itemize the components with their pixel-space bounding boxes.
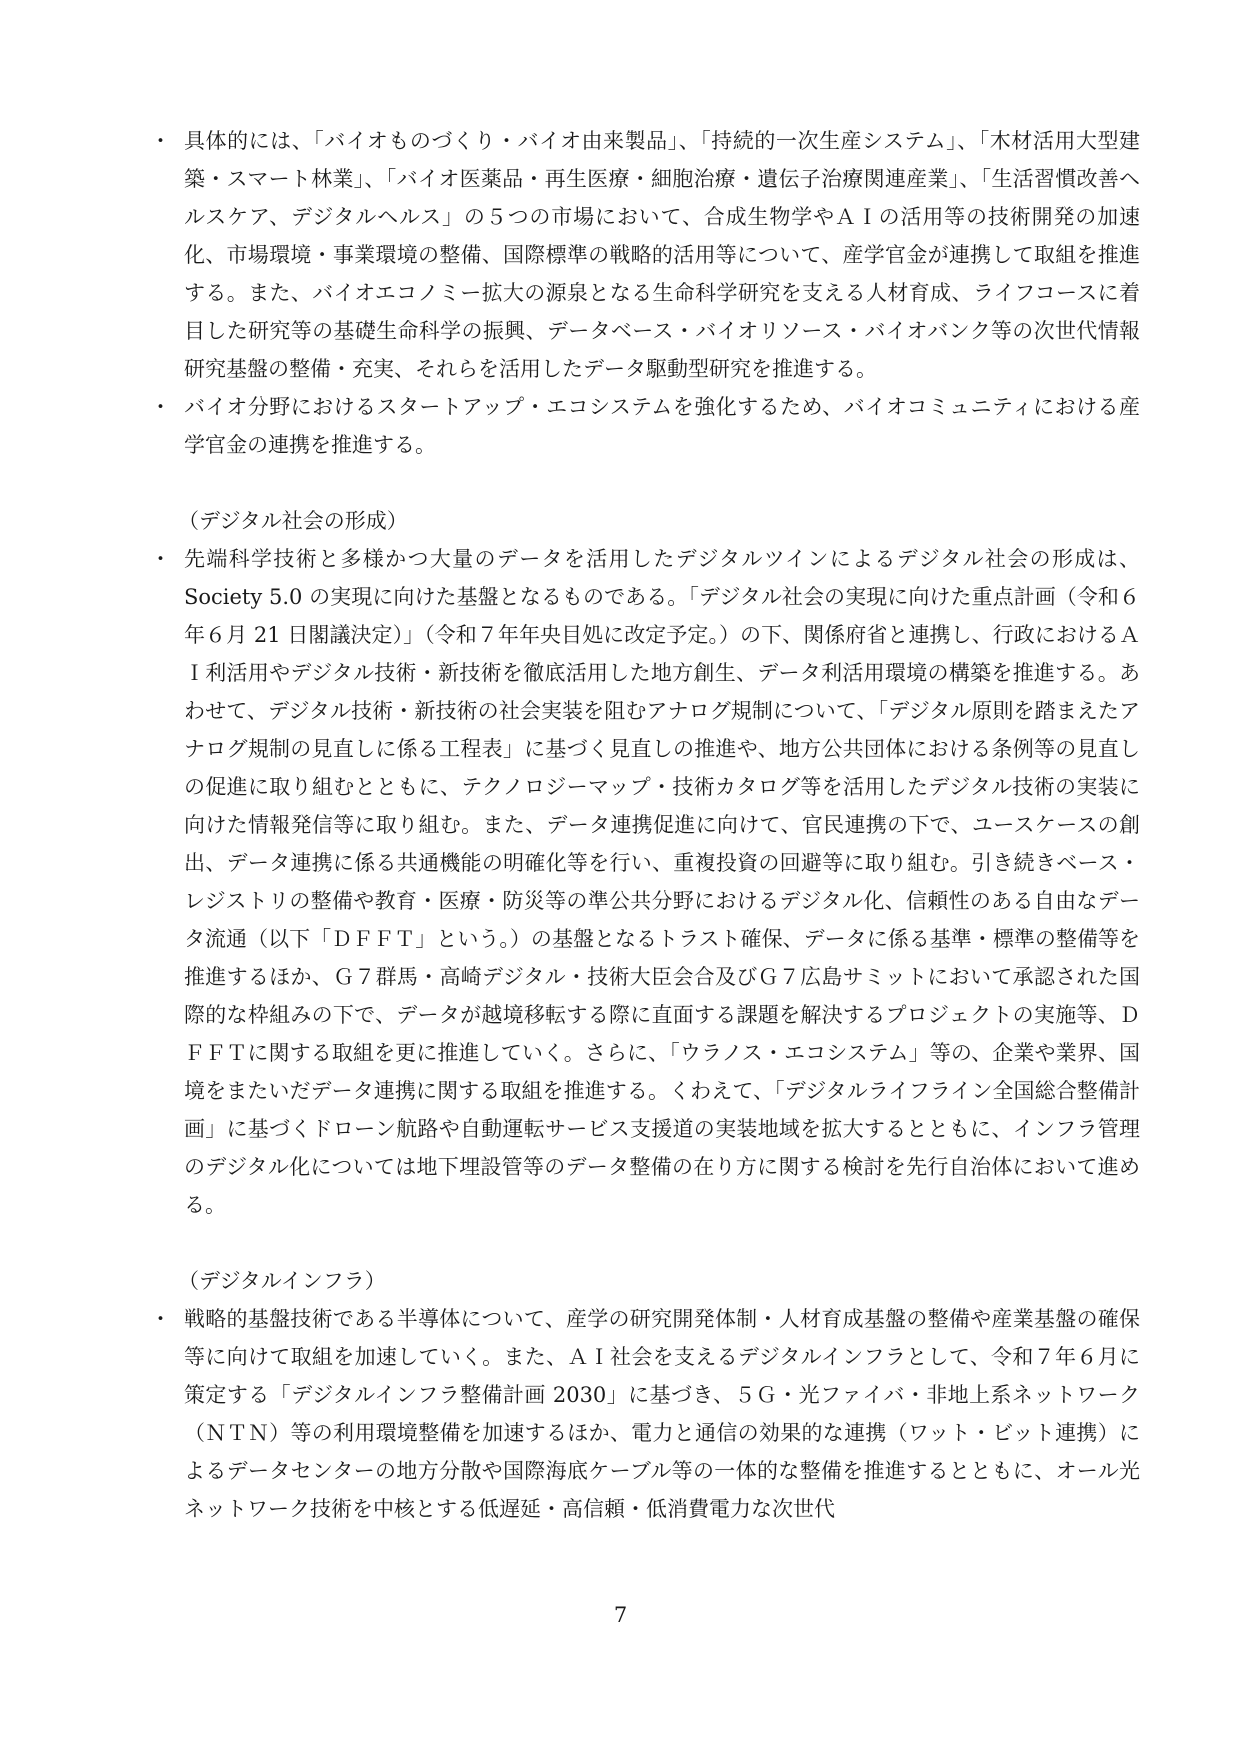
section-heading-digital-society: （デジタル社会の形成） — [178, 509, 408, 533]
bullet-mark: ・ — [150, 1307, 171, 1331]
bullet-mark: ・ — [150, 547, 171, 571]
bullet-text-bio-markets: 具体的には、「バイオものづくり・バイオ由来製品」、「持続的一次生産システム」、「木材活用大型建築・スマート林業」、「バイオ医薬品・再生医療・細胞治療・遺伝子治療関連産業」、「生活習慣改善ヘルスケア、デジタルヘルス」の５つの市場において、合成生物学やＡＩの活用等の技術開発の加速化、市場環境・事業環境の整備、国際標準の戦略的活用等について、産学官金が連携して取組を推進する。また、バイオエコノミー拡大の源泉となる生命科学研究を支える人材育成、ライフコースに着目した研究等の基礎生命科学の振興、データベース・バイオリソース・バイオバンク等の次世代情報研究基盤の整備・充実、それらを活用したデータ駆動型研究を推進する。 — [184, 129, 1140, 381]
page-number: 7 — [613, 1603, 628, 1627]
bullet-mark: ・ — [150, 395, 171, 419]
bullet-mark: ・ — [150, 129, 171, 153]
bullet-item — [150, 1300, 1140, 1528]
bullet-text-bio-startups: バイオ分野におけるスタートアップ・エコシステムを強化するため、バイオコミュニティにおける産学官金の連携を推進する。 — [184, 395, 1140, 457]
page-content — [150, 122, 1140, 1528]
bullet-text-digital-infra: 戦略的基盤技術である半導体について、産学の研究開発体制・人材育成基盤の整備や産業基盤の確保等に向けて取組を加速していく。また、ＡＩ社会を支えるデジタルインフラとして、令和７年６月に策定する「デジタルインフラ整備計画 2030」に基づき、５Ｇ・光ファイバ・非地上系ネットワーク（ＮＴＮ）等の利用環境整備を加速するほか、電力と通信の効果的な連携（ワット・ビット連携）によるデータセンターの地方分散や国際海底ケーブル等の一体的な整備を推進するとともに、オール光ネットワーク技術を中核とする低遅延・高信頼・低消費電力な次世代 — [184, 1307, 1140, 1521]
bullet-text-digital-society: 先端科学技術と多様かつ大量のデータを活用したデジタルツインによるデジタル社会の形成は、Society 5.0 の実現に向けた基盤となるものである。「デジタル社会の実現に向けた重点計画（令和６年６月 21 日閣議決定）」（令和７年年央目処に改定予定。）の下、関係府省と連携し、行政におけるＡＩ利活用やデジタル技術・新技術を徹底活用した地方創生、データ利活用環境の構築を推進する。あわせて、デジタル技術・新技術の社会実装を阻むアナログ規制について、「デジタル原則を踏まえたアナログ規制の見直しに係る工程表」に基づく見直しの推進や、地方公共団体における条例等の見直しの促進に取り組むとともに、テクノロジーマップ・技術カタログ等を活用したデジタル技術の実装に向けた情報発信等に取り組む。また、データ連携促進に向けて、官民連携の下で、ユースケースの創出、データ連携に係る共通機能の明確化等を行い、重複投資の回避等に取り組む。引き続きベース・レジストリの整備や教育・医療・防災等の準公共分野におけるデジタル化、信頼性のある自由なデータ流通（以下「ＤＦＦＴ」という。）の基盤となるトラスト確保、データに係る基準・標準の整備等を推進するほか、Ｇ７群馬・高崎デジタル・技術大臣会合及びＧ７広島サミットにおいて承認された国際的な枠組みの下で、データが越境移転する際に直面する課題を解決するプロジェクトの実施等、ＤＦＦＴに関する取組を更に推進していく。さらに、「ウラノス・エコシステム」等の、企業や業界、国境をまたいだデータ連携に関する取組を推進する。くわえて、「デジタルライフライン全国総合整備計画」に基づくドローン航路や自動運転サービス支援道の実装地域を拡大するとともに、インフラ管理のデジタル化については地下埋設管等のデータ整備の在り方に関する検討を先行自治体において進める。 — [184, 547, 1140, 1217]
section-heading-digital-infra: （デジタルインフラ） — [178, 1269, 386, 1293]
bullet-item — [150, 388, 1140, 464]
bullet-item — [150, 540, 1140, 1224]
bullet-item — [150, 122, 1140, 388]
